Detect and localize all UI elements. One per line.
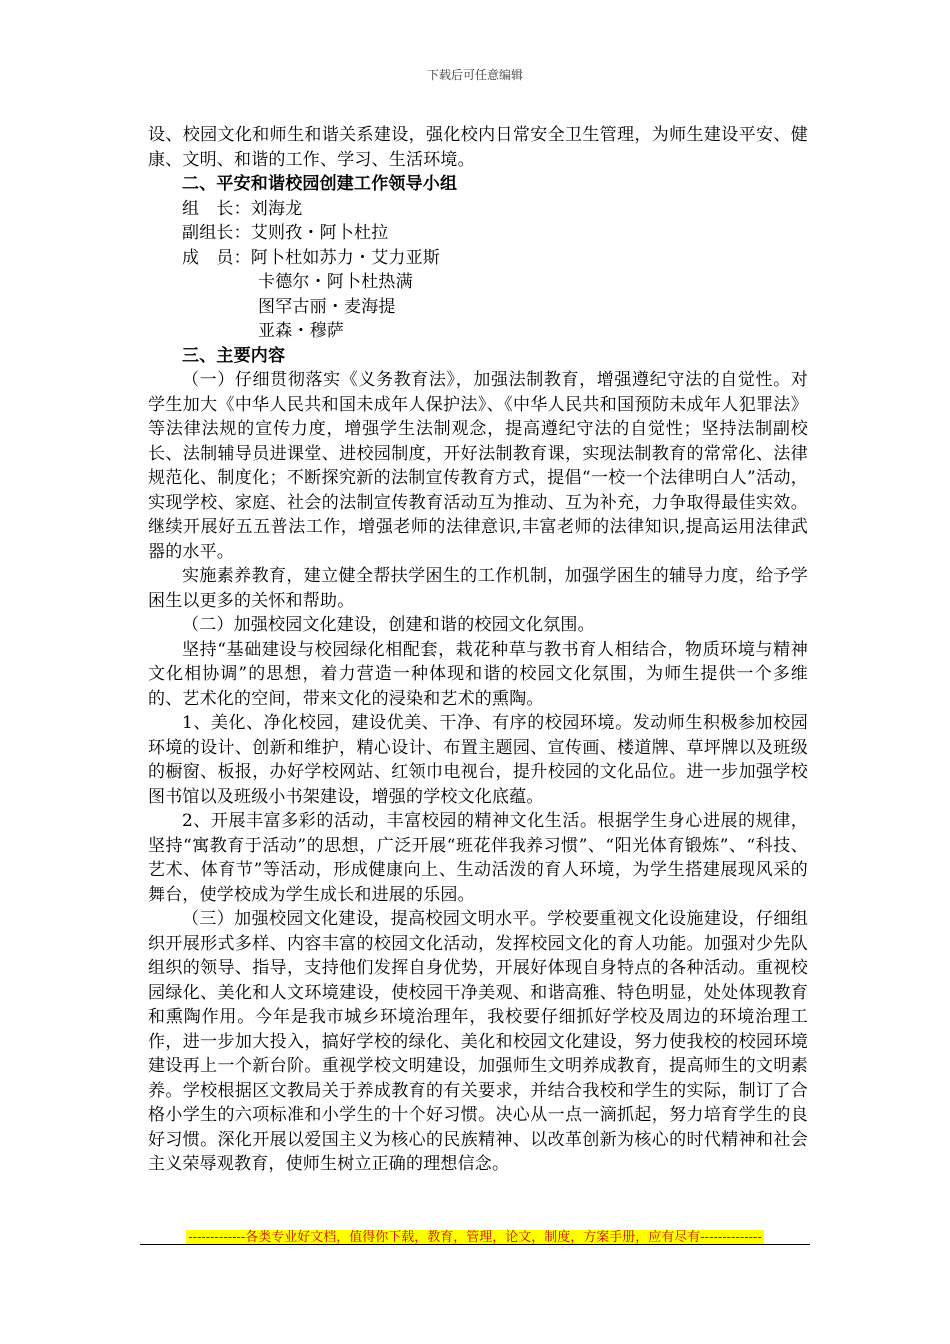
paragraph-civilization: （三）加强校园文化建设，提高校园文明水平。学校要重视文化设施建设，仔细组织开展形式多样、内容丰富的校园文化活动，发挥校园文化的育人功能。加强对少先队组织的领导、指导，支持他们发挥自身优势，开展好体现自身特点的各种活动。重视校园绿化、美化和人文环境建设，使校园干净美观、和谐高雅、特色明显，处处体现教育和熏陶作用。今年是我市城乡环境治理年，我校要仔细抓好学校及周边的环境治理工作，进一步加大投入，搞好学校的绿化、美化和校园文化建设，努力使我校的校园环境建设再上一个新台阶。重视学校文明建设，加强师生文明养成教育，提高师生的文明素养。学校根据区文教局关于养成教育的有关要求，并结合我校和学生的实际，制订了合格小学生的六项标准和小学生的十个好习惯。决心从一点一滴抓起，努力培育学生的良好习惯。深化开展以爱国主义为核心的民族精神、以改革创新为核心的时代精神和社会主义荣辱观教育，使师生树立正确的理想信念。	[148, 909, 808, 1174]
section-heading-3: 三、主要内容	[182, 345, 286, 366]
paragraph-quality-education: 实施素养教育，建立健全帮扶学困生的工作机制，加强学困生的辅导力度，给予学困生以更多的关怀和帮助。	[148, 566, 808, 611]
paragraph-legal-education: （一）仔细贯彻落实《义务教育法》，加强法制教育，增强遵纪守法的自觉性。对学生加大《中华人民共和国未成年人保护法》、《中华人民共和国预防未成年人犯罪法》等法律法规的宣传力度，增强学生法制观念，提高遵纪守法的自觉性；坚持法制副校长、法制辅导员进课堂、进校园制度，开好法制教育课，实现法制教育的常常化、法律规范化、制度化；不断探究新的法制宣传教育方式，提倡“一校一个法律明白人”活动，实现学校、家庭、社会的法制宣传教育活动互为推动、互为补充，力争取得最佳实效。继续开展好五五普法工作，增强老师的法律意识,丰富老师的法律知识,提高运用法律武器的水平。	[148, 370, 808, 562]
member-name: 卡德尔・阿卜杜热满	[258, 272, 413, 292]
deputy-line: 副组长：艾则孜・阿卜杜拉	[182, 223, 389, 243]
intro-paragraph: 设、校园文化和师生和谐关系建设，强化校内日常安全卫生管理，为师生建设平安、健康、文明、和谐的工作、学习、生活环境。	[148, 125, 808, 170]
document-body	[148, 123, 808, 1177]
member-name: 亚森・穆萨	[258, 321, 344, 341]
paragraph-beautify-campus: 1、美化、净化校园，建设优美、干净、有序的校园环境。发动师生积极参加校园环境的设计、创新和维护，精心设计、布置主题园、宣传画、楼道牌、草坪牌以及班级的橱窗、板报，办好学校网站、红领巾电视台，提升校园的文化品位。进一步加强学校图书馆以及班级小书架建设，增强的学校文化底蕴。	[148, 713, 808, 807]
footer-divider	[140, 1244, 810, 1245]
member-name: 图罕古丽・麦海提	[258, 296, 396, 317]
section-heading-2: 二、平安和谐校园创建工作领导小组	[182, 174, 458, 194]
paragraph-culture-heading: （二）加强校园文化建设，创建和谐的校园文化氛围。	[182, 615, 595, 635]
paragraph-activities: 2、开展丰富多彩的活动，丰富校园的精神文化生活。根据学生身心进展的规律，坚持“寓教育于活动”的思想，广泛开展“班花伴我养习惯”、“阳光体育锻炼”、“科技、艺术、体育节”等活动，形成健康向上、生动活泼的育人环境，为学生搭建展现风采的舞台，使学校成为学生成长和进展的乐园。	[148, 811, 808, 905]
footer-banner-text: -------------各类专业好文档，值得你下载，教育，管理，论文，制度，方案手册，应有尽有--------------	[188, 1230, 762, 1245]
paragraph-culture-principle: 坚持“基础建设与校园绿化相配套，栽花种草与教书育人相结合，物质环境与精神文化相协调”的思想，着力营造一种体现和谐的校园文化氛围，为师生提供一个多维的、艺术化的空间，带来文化的浸染和艺术的熏陶。	[148, 639, 808, 709]
footer-banner	[140, 1226, 810, 1245]
page-header-note: 下载后可任意编辑	[426, 68, 523, 82]
leader-line: 组 长：刘海龙	[182, 198, 303, 219]
members-line: 成 员：阿卜杜如苏力・艾力亚斯	[182, 247, 440, 268]
